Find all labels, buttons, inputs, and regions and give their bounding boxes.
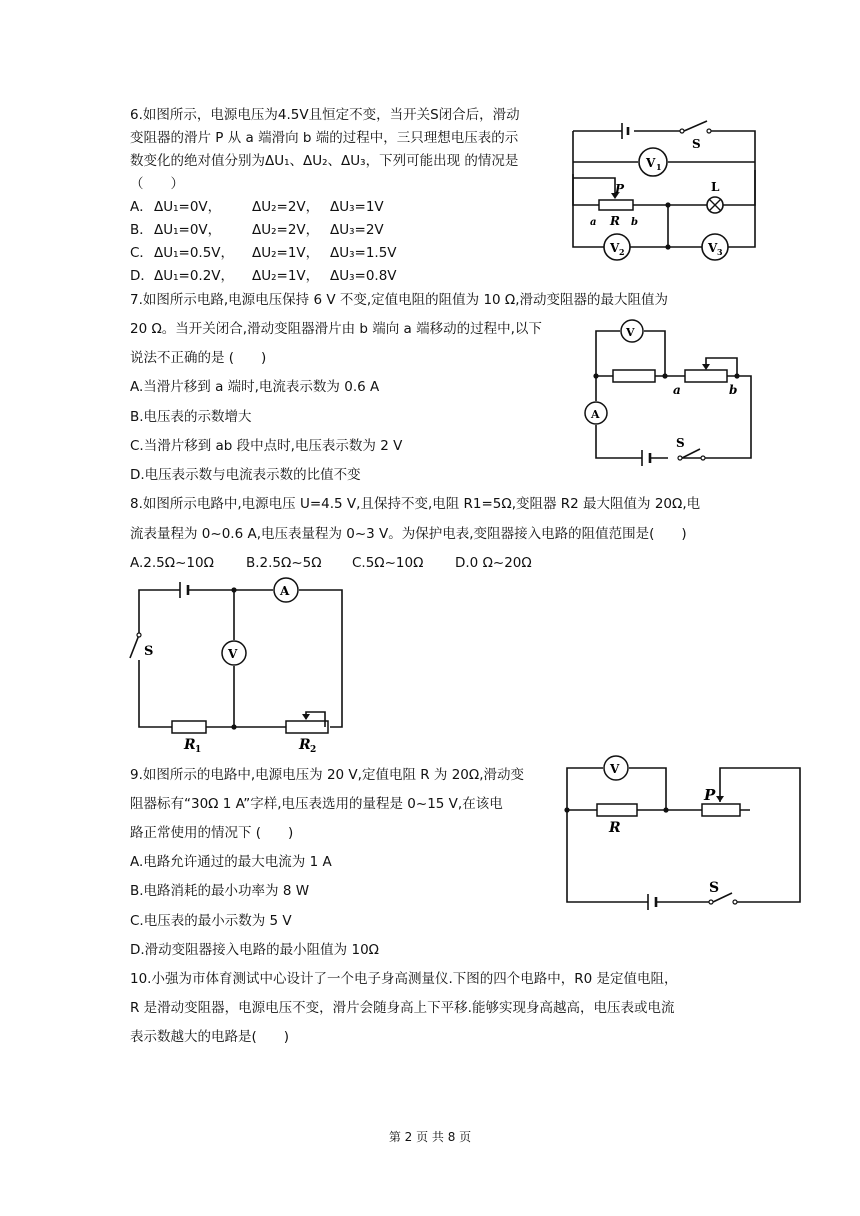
q6-option-b: B．ΔU₁=0V， ΔU₂=2V， ΔU₃=2V	[130, 222, 384, 238]
q7-option-b: B.电压表的示数增大	[130, 409, 252, 425]
q8-line-1: 8.如图所示电路中,电源电压 U=4.5 V,且保持不变,电阻 R1=5Ω,变阻器 R2 最大阻值为 20Ω,电	[130, 496, 701, 512]
q8-option-b: B.2.5Ω~5Ω	[246, 555, 322, 571]
q6-end-a-label: a	[590, 217, 597, 228]
q6-option-a: A．ΔU₁=0V， ΔU₂=2V， ΔU₃=1V	[130, 199, 384, 215]
q8-option-c: C.5Ω~10Ω	[352, 555, 424, 571]
q8-r1-label: R	[184, 737, 196, 753]
q8-r1-sub: 1	[195, 745, 202, 755]
q7-line-2: 20 Ω。当开关闭合,滑动变阻器滑片由 b 端向 a 端移动的过程中,以下	[130, 321, 542, 337]
q8-v-label: V	[228, 647, 238, 661]
q6-end-b-label: b	[631, 217, 638, 228]
q7-a-meter-label: A	[591, 408, 600, 421]
q6-v1-sub: 1	[656, 162, 662, 172]
q9-slider-p-label: P	[704, 786, 716, 804]
q8-option-a: A.2.5Ω~10Ω	[130, 555, 214, 571]
q8-a-meter-label: A	[280, 584, 290, 598]
q7-option-c: C.当滑片移到 ab 段中点时,电压表示数为 2 V	[130, 438, 403, 454]
q6-line-1: 6.如图所示，电源电压为4.5V且恒定不变，当开关S闭合后，滑动	[130, 107, 520, 123]
q6-r-label: R	[610, 214, 620, 228]
q6-v2-label: V	[610, 241, 620, 255]
q9-option-b: B.电路消耗的最小功率为 8 W	[130, 883, 310, 899]
q9-option-a: A.电路允许通过的最大电流为 1 A	[130, 854, 332, 870]
q7-line-1: 7.如图所示电路,电源电压保持 6 V 不变,定值电阻的阻值为 10 Ω,滑动变阻器的最大阻值为	[130, 292, 669, 308]
q9-v-label: V	[610, 762, 620, 776]
q7-option-d: D.电压表示数与电流表示数的比值不变	[130, 467, 361, 483]
page-footer: 第 2 页 共 8 页	[388, 1130, 472, 1144]
q6-line-4: （ ）	[130, 176, 184, 192]
q6-slider-p-label: P	[615, 182, 625, 196]
q10-line-2: R 是滑动变阻器，电源电压不变，滑片会随身高上下平移.能够实现身高越高，电压表或电流	[130, 1000, 675, 1016]
q8-r2-label: R	[299, 737, 311, 753]
q6-option-d: D．ΔU₁=0.2V， ΔU₂=1V， ΔU₃=0.8V	[130, 268, 397, 284]
q7-v-label: V	[626, 326, 635, 339]
q7-option-a: A.当滑片移到 a 端时,电流表示数为 0.6 A	[130, 379, 380, 395]
q6-v3-sub: 3	[717, 247, 723, 257]
q9-resistor-r	[597, 804, 637, 816]
q9-rheostat	[702, 804, 740, 816]
q8-r2-sub: 2	[310, 745, 317, 755]
q6-v2-sub: 2	[619, 247, 625, 257]
q7-line-3: 说法不正确的是 ( )	[130, 350, 267, 366]
q9-r-label: R	[609, 820, 621, 836]
q8-option-d: D.0 Ω~20Ω	[455, 555, 532, 571]
q9-line-3: 路正常使用的情况下 ( )	[130, 825, 294, 841]
q8-line-2: 流表量程为 0~0.6 A,电压表量程为 0~3 V。为保护电表,变阻器接入电路的阻值范围是( )	[130, 526, 687, 542]
q6-v1-label: V	[646, 156, 656, 170]
q6-line-3: 数变化的绝对值分别为ΔU₁、ΔU₂、ΔU₃，下列可能出现 的情况是	[130, 153, 519, 169]
q9-line-2: 阻器标有“30Ω 1 A”字样,电压表选用的量程是 0~15 V,在该电	[130, 796, 503, 812]
q6-lamp-label: L	[711, 180, 720, 194]
q7-end-b-label: b	[729, 383, 738, 397]
q6-option-c: C．ΔU₁=0.5V， ΔU₂=1V， ΔU₃=1.5V	[130, 245, 397, 261]
q8-switch-label: S	[144, 644, 154, 659]
q7-switch-label: S	[676, 436, 685, 450]
q9-option-c: C.电压表的最小示数为 5 V	[130, 913, 292, 929]
q9-switch-label: S	[709, 880, 720, 896]
q10-line-1: 10.小强为市体育测试中心设计了一个电子身高测量仪.下图的四个电路中，R0 是定值电阻，	[130, 971, 678, 987]
q6-v3-label: V	[708, 241, 718, 255]
q6-line-2: 变阻器的滑片 P 从 a 端滑向 b 端的过程中，三只理想电压表的示	[130, 130, 519, 146]
q9-option-d: D.滑动变阻器接入电路的最小阻值为 10Ω	[130, 942, 379, 958]
q6-switch-label: S	[692, 137, 701, 151]
q9-line-1: 9.如图所示的电路中,电源电压为 20 V,定值电阻 R 为 20Ω,滑动变	[130, 767, 524, 783]
q10-line-3: 表示数越大的电路是( )	[130, 1029, 290, 1045]
q7-end-a-label: a	[673, 383, 681, 397]
